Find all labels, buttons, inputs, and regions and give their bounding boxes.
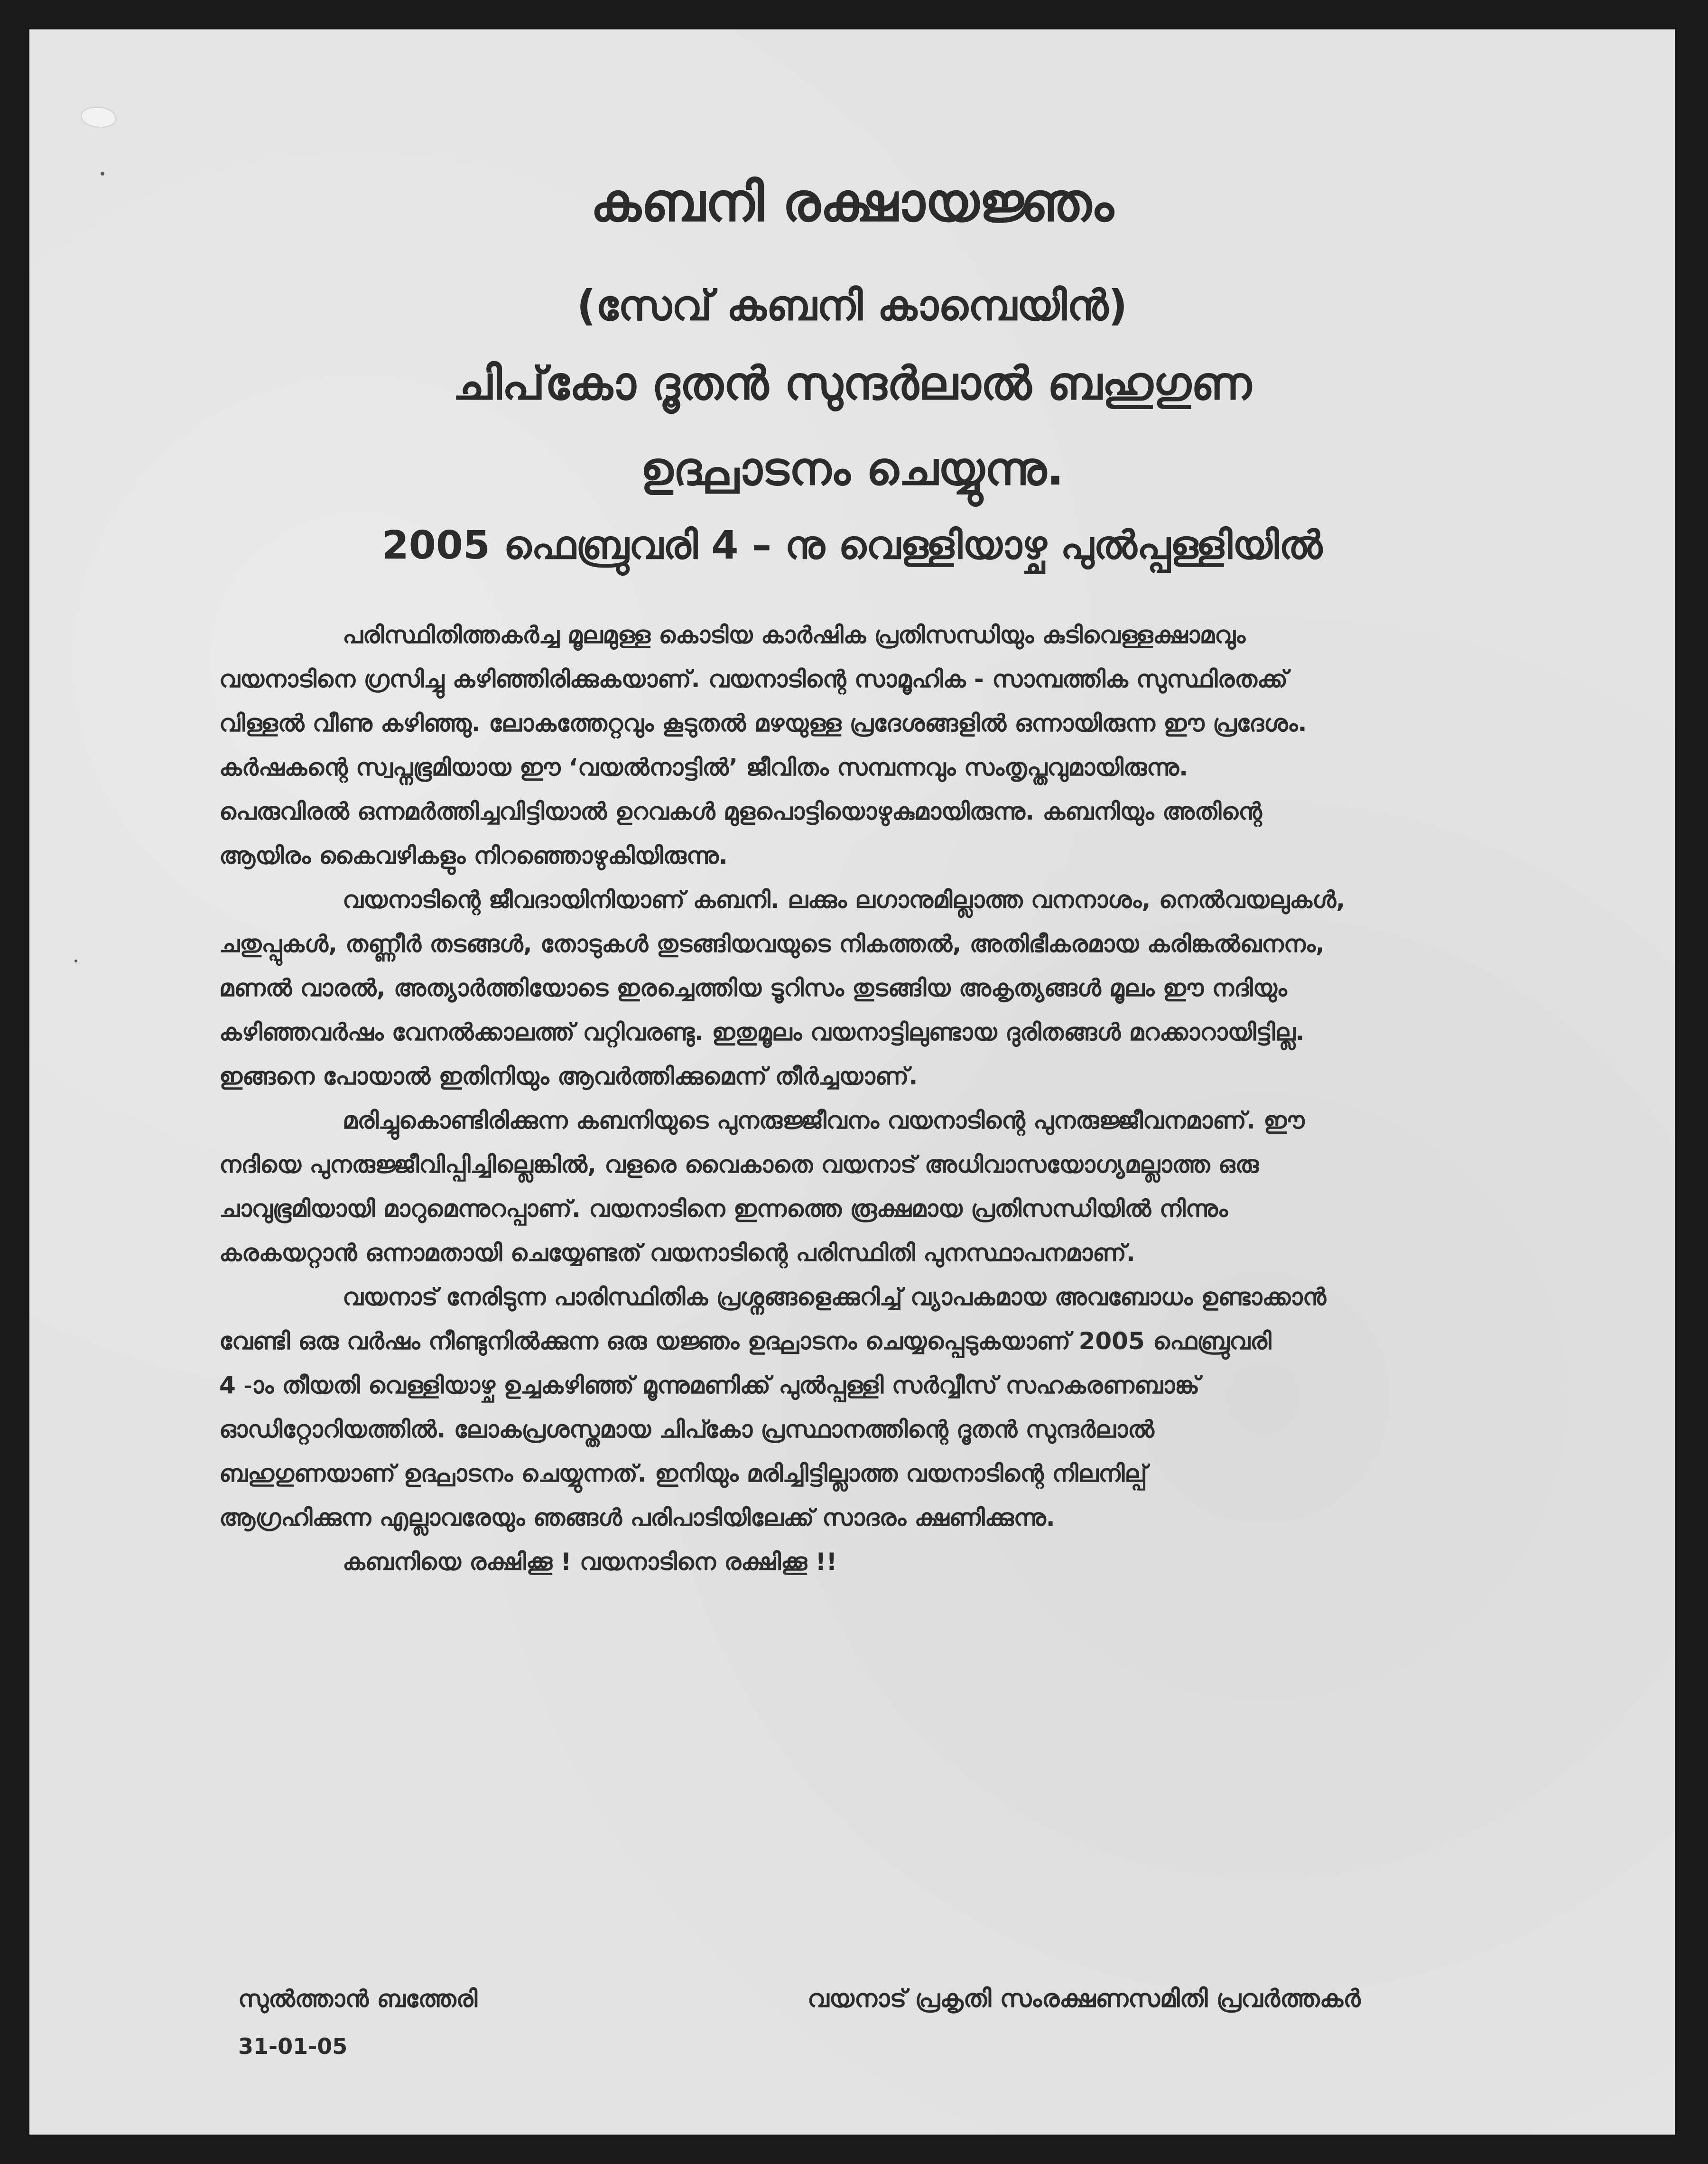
body-line: 4 -ാം തീയതി വെള്ളിയാഴ്ച ഉച്ചകഴിഞ്ഞ് മൂന്നുമണിക്ക് പുൽപ്പള്ളി സർവ്വീസ് സഹകരണബാങ്ക് [219,1371,1200,1399]
body-line: ആഗ്രഹിക്കുന്ന എല്ലാവരേയും ഞങ്ങൾ പരിപാടിയിലേക്ക് സാദരം ക്ഷണിക്കുന്നു. [219,1504,1055,1531]
paragraph-3 [219,1099,1510,1275]
body-line: ബഹുഗുണയാണ് ഉദ്ഘാടനം ചെയ്യുന്നത്. ഇനിയും മരിച്ചിട്ടില്ലാത്ത വയനാടിന്റെ നിലനില്പ് [219,1460,1147,1487]
body-line: വിള്ളൽ വീണു കഴിഞ്ഞു. ലോകത്തേറ്റവും കൂടുതൽ മഴയുള്ള പ്രദേശങ്ങളിൽ ഒന്നായിരുന്ന ഈ പ്രദേശം. [219,709,1307,737]
body-line: ചാവുഭൂമിയായി മാറുമെന്നുറപ്പാണ്. വയനാടിനെ ഇന്നത്തെ രൂക്ഷമായ പ്രതിസന്ധിയിൽ നിന്നും [219,1195,1228,1222]
event-date-place: 2005 ഫെബ്രുവരി 4 – നു വെള്ളിയാഴ്ച പുൽപ്പള്ളിയിൽ [381,523,1323,568]
leaflet-subtitle: (സേവ് കബനി കാമ്പെയിൻ) [576,281,1128,330]
inaugurator-line: ചിപ്‌കോ ദൂതൻ സുന്ദർലാൽ ബഹുഗുണ [453,357,1252,410]
body-line: കഴിഞ്ഞവർഷം വേനൽക്കാലത്ത് വറ്റിവരണ്ടു. ഇതുമൂലം വയനാട്ടിലുണ്ടായ ദുരിതങ്ങൾ മറക്കാറായിട്ടില്ല. [219,1018,1305,1046]
paper-speck [74,960,77,962]
body-line: നദിയെ പുനരുജ്ജീവിപ്പിച്ചില്ലെങ്കിൽ, വളരെ വൈകാതെ വയനാട് അധിവാസയോഗ്യമല്ലാത്ത ഒരു [219,1151,1259,1178]
body-line: കർഷകന്റെ സ്വപ്നഭൂമിയായ ഈ ‘വയൽനാട്ടിൽ’ ജീവിതം സമ്പന്നവും സംതൃപ്തവുമായിരുന്നു. [219,754,1188,781]
footer-signature: വയനാട് പ്രകൃതി സംരക്ഷണസമിതി പ്രവർത്തകർ [808,1985,1361,2013]
paragraph-4 [219,1275,1510,1540]
inauguration-line: ഉദ്ഘാടനം ചെയ്യുന്നു. [640,442,1064,495]
slogan-line: കബനിയെ രക്ഷിക്കൂ ! വയനാടിനെ രക്ഷിക്കൂ !! [343,1548,837,1576]
leaflet-page [29,29,1675,2135]
body-text [219,613,1510,1584]
body-line: വേണ്ടി ഒരു വർഷം നീണ്ടുനിൽക്കുന്ന ഒരു യജ്ഞം ഉദ്ഘാടനം ചെയ്യപ്പെടുകയാണ് 2005 ഫെബ്രുവരി [219,1327,1272,1355]
paragraph-2 [219,878,1510,1099]
footer-place: സുൽത്താൻ ബത്തേരി [238,1985,478,2013]
body-line: മണൽ വാരൽ, അത്യാർത്തിയോടെ ഇരച്ചെത്തിയ ടൂറിസം തുടങ്ങിയ അകൃത്യങ്ങൾ മൂലം ഈ നദിയും [219,974,1287,1002]
paper-tear-mark [82,108,115,127]
body-line: വയനാട് നേരിടുന്ന പാരിസ്ഥിതിക പ്രശ്നങ്ങളെക്കുറിച്ച് വ്യാപകമായ അവബോധം ഉണ്ടാക്കാൻ [343,1283,1327,1311]
body-line: പരിസ്ഥിതിത്തകർച്ച മൂലമുള്ള കൊടിയ കാർഷിക പ്രതിസന്ധിയും കുടിവെള്ളക്ഷാമവും [343,621,1246,649]
leaflet-title: കബനി രക്ഷായജ്ഞം [590,172,1114,233]
body-line: ഇങ്ങനെ പോയാൽ ഇതിനിയും ആവർത്തിക്കുമെന്ന് തീർച്ചയാണ്. [219,1063,918,1090]
body-line: ആയിരം കൈവഴികളും നിറഞ്ഞൊഴുകിയിരുന്നു. [219,842,728,869]
body-line: കരകയറ്റാൻ ഒന്നാമതായി ചെയ്യേണ്ടത് വയനാടിന്റെ പരിസ്ഥിതി പുനസ്ഥാപനമാണ്. [219,1239,1135,1267]
body-line: ഓഡിറ്റോറിയത്തിൽ. ലോകപ്രശസ്തമായ ചിപ്കോ പ്രസ്ഥാനത്തിന്റെ ദൂതൻ സുന്ദർലാൽ [219,1416,1154,1443]
body-line: ചതുപ്പുകൾ, തണ്ണീർ തടങ്ങൾ, തോടുകൾ തുടങ്ങിയവയുടെ നികത്തൽ, അതിഭീകരമായ കരിങ്കൽഖനനം, [219,930,1325,958]
slogan [219,1540,1510,1584]
footer-date: 31-01-05 [238,2033,348,2059]
footer-place-date [238,1975,477,2070]
body-line: വയനാടിന്റെ ജീവദായിനിയാണ് കബനി. ലക്കും ലഗാനുമില്ലാത്ത വനനാശം, നെൽവയലുകൾ, [343,886,1346,914]
paragraph-1 [219,613,1510,878]
body-line: പെരുവിരൽ ഒന്നമർത്തിച്ചവിട്ടിയാൽ ഉറവകൾ മുളപൊട്ടിയൊഴുകുമായിരുന്നു. കബനിയും അതിന്റെ [219,798,1262,825]
body-line: മരിച്ചുകൊണ്ടിരിക്കുന്ന കബനിയുടെ പുനരുജ്ജീവനം വയനാടിന്റെ പുനരുജ്ജീവനമാണ്. ഈ [343,1107,1305,1134]
body-line: വയനാടിനെ ഗ്രസിച്ചു കഴിഞ്ഞിരിക്കുകയാണ്. വയനാടിന്റെ സാമൂഹിക - സാമ്പത്തിക സുസ്ഥിരതക്ക് [219,665,1288,693]
